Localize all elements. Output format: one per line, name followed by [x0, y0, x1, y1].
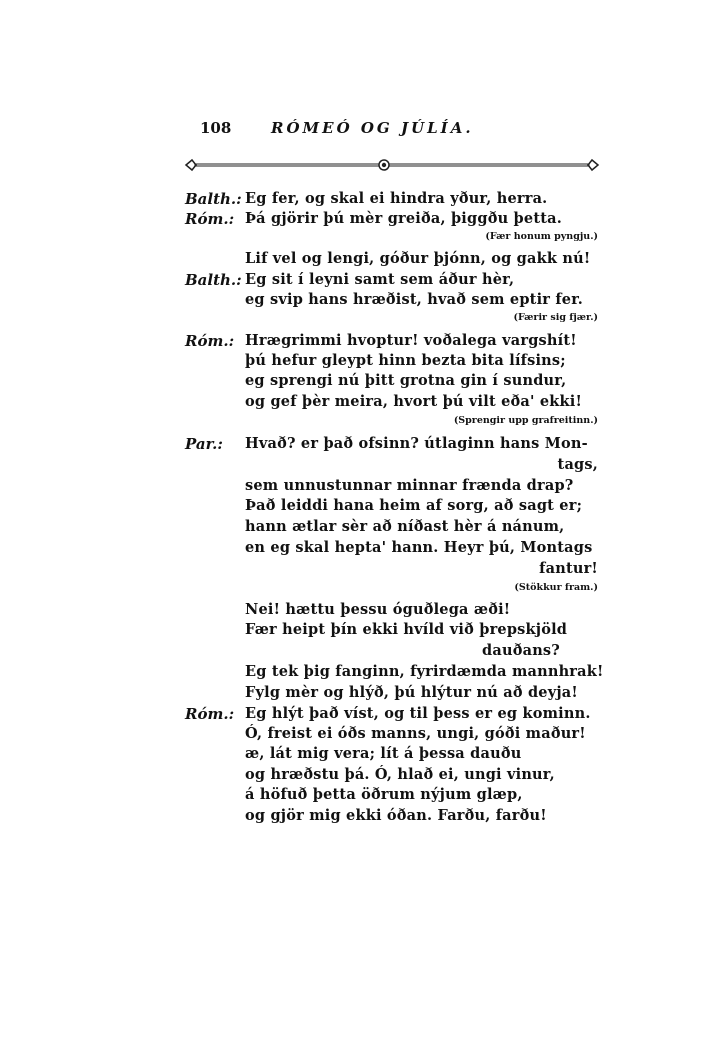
verse-line: Eg hlýt það víst, og til þess er eg kominn.: [245, 705, 591, 722]
verse-line: og gjör mig ekki óðan. Farðu, farðu!: [245, 807, 547, 824]
speaker-balthasar: Balth.:: [185, 271, 242, 289]
verse-line: eg svip hans hræðist, hvað sem eptir fer.: [245, 291, 583, 308]
verse-line: Þá gjörir þú mèr greiða, þiggðu þetta.: [245, 210, 562, 227]
speaker-balthasar: Balth.:: [185, 190, 242, 208]
verse-line: hann ætlar sèr að níðast hèr á nánum,: [245, 518, 565, 535]
ornamental-rule: [184, 158, 600, 172]
verse-line: eg sprengi nú þitt grotna gin í sundur,: [245, 372, 567, 389]
verse-line-continuation: dauðans?: [482, 642, 560, 659]
verse-line: en eg skal hepta' hann. Heyr þú, Montags: [245, 539, 593, 556]
speaker-romeo: Róm.:: [185, 332, 235, 350]
stage-direction: (Færir sig fjær.): [513, 312, 598, 323]
running-title: RÓMEÓ OG JÚLÍA.: [271, 119, 474, 137]
verse-line-continuation: fantur!: [539, 560, 598, 577]
verse-line-continuation: tags,: [557, 456, 598, 473]
verse-line: Lif vel og lengi, góður þjónn, og gakk nú!: [245, 250, 591, 267]
verse-line: Hvað? er það ofsinn? útlaginn hans Mon-: [245, 435, 588, 452]
verse-line: Fær heipt þín ekki hvíld við þrepskjöld: [245, 621, 568, 638]
stage-direction: (Sprengir upp grafreitinn.): [453, 415, 598, 426]
verse-line: og gef þèr meira, hvort þú vilt eða' ekki!: [245, 393, 583, 410]
speaker-romeo: Róm.:: [185, 705, 235, 723]
speaker-romeo: Róm.:: [185, 210, 235, 228]
verse-line: Það leiddi hana heim af sorg, að sagt er;: [245, 497, 583, 514]
verse-line: á höfuð þetta öðrum nýjum glæp,: [245, 786, 523, 803]
speaker-paris: Par.:: [185, 435, 223, 453]
verse-line: Eg fer, og skal ei hindra yður, herra.: [245, 190, 548, 207]
page-number: 108: [200, 119, 232, 137]
verse-line: og hræðstu þá. Ó, hlað ei, ungi vinur,: [245, 766, 555, 783]
verse-line: Eg sit í leyni samt sem áður hèr,: [245, 271, 515, 288]
verse-line: æ, lát mig vera; lít á þessa dauðu: [245, 745, 522, 762]
stage-direction: (Stökkur fram.): [514, 582, 598, 593]
verse-line: Ó, freist ei óðs manns, ungi, góði maður!: [245, 725, 586, 742]
verse-line: Hrægrimmi hvoptur! voðalega vargshít!: [245, 332, 577, 349]
verse-line: Fylg mèr og hlýð, þú hlýtur nú að deyja!: [245, 684, 578, 701]
verse-line: sem unnustunnar minnar frænda drap?: [245, 477, 574, 494]
verse-line: Eg tek þig fanginn, fyrirdæmda mannhrak!: [245, 663, 604, 680]
stage-direction: (Fær honum pyngju.): [485, 231, 598, 242]
verse-line: þú hefur gleypt hinn bezta bita lífsins;: [245, 352, 566, 369]
verse-line: Nei! hættu þessu óguðlega æði!: [245, 601, 511, 618]
